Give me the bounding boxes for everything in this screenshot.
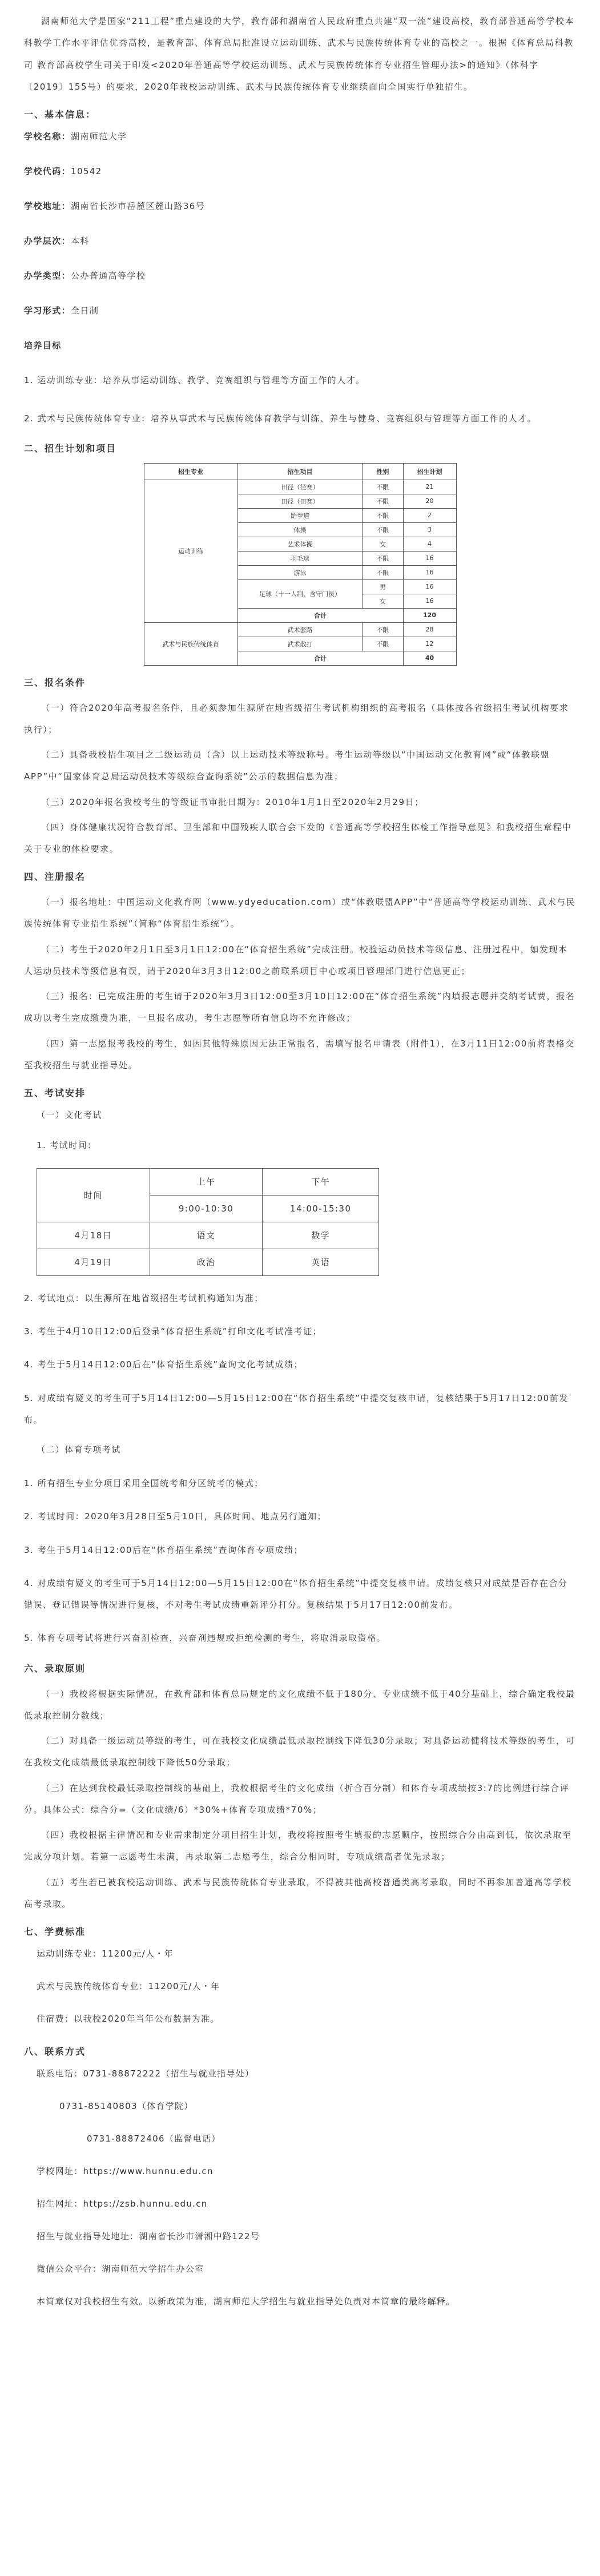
registration-2: （二）考生于2020年2月1日至3月1日12:00在“体育招生系统”完成注册。校验运动员技术等级信息、注册过程中，如发现本人运动员技术等级信息有误，请于2020年3月3日12:00之前联系项目中心或项目管理部门进行信息更正；: [24, 944, 568, 976]
school-type-line: [24, 268, 576, 284]
table-row: 武术散打 不限 12: [144, 637, 456, 651]
wechat-line: [37, 2261, 576, 2277]
sport-exam-1: 1. 所有招生专业分项目采用全国统考和分区统考的模式；: [24, 1478, 264, 1489]
contact-phone-3: 0731-88872406（监督电话）: [87, 2133, 221, 2144]
contact-phone-2: 0731-85140803（体育学院）: [59, 2100, 194, 2111]
time-column-header: 时间: [37, 1168, 150, 1222]
exam-time-label: 1. 考试时间：: [37, 1140, 97, 1150]
culture-exam-2: 2. 考试地点：以生源所在地省级招生考试机构通知为准；: [24, 1293, 264, 1303]
office-address-line: [37, 2229, 576, 2244]
school-level-label: 办学层次：: [24, 235, 71, 246]
admission-rule-4: （四）我校根据主律情况和专业需求制定分项目招生计划，我校将按照考生填报的志愿顺序，按照综合分由高到低，依次录取至完成分项计划。若第一志愿考生未满，再录取第二志愿考生，综合分相同时，专项成绩高者优先录取；: [24, 1830, 572, 1862]
table-row: 羽毛球 不限 16: [144, 551, 456, 565]
section-registration-title: 四、注册报名: [24, 871, 86, 883]
phone-value: 0731-88872222（招生与就业指导处）: [83, 2068, 255, 2079]
section-conditions-title: 三、报名条件: [24, 677, 86, 688]
admission-rule-1: （一）我校将根据实际情况，在教育部和体育总局规定的文化成绩不低于180分、专业成绩不低于40分基础上，综合确定我校最低录取控制分数线；: [24, 1688, 575, 1721]
section-plan-title: 二、招生计划和项目: [24, 443, 117, 454]
wechat-label: 微信公众平台：: [37, 2263, 102, 2274]
study-form-label: 学习形式：: [24, 305, 71, 316]
intro-paragraph: 湖南师范大学是国家“211工程”重点建设的大学，教育部和湖南省人民政府重点共建“双一流”建设高校，教育部普通高等学校本科教学工作水平评估优秀高校，是教育部、体育总局批准设立运动训练、武术与民族传统体育专业的高校之一。根据《体育总局科教司 教育部高校学生司关于印发<2020年普通高等学校运动训练、武术与民族传统体育专业招生管理办法>的通知》（体科字〔2019〕155号）的要求，2020年我校运动训练、武术与民族传统体育专业继续面向全国实行单独招生。: [24, 16, 575, 92]
section-contact-title: 八、联系方式: [24, 2046, 86, 2057]
header-item: 招生项目: [237, 463, 363, 480]
school-name-label: 学校名称：: [24, 131, 71, 142]
table-row: 足球（十一人制，含守门员） 男 16: [144, 579, 456, 594]
school-code-line: [24, 164, 576, 179]
phone-label: 联系电话：: [37, 2068, 83, 2079]
table-row: 4月19日 政治 英语: [37, 1249, 379, 1275]
registration-1: （一）报名地址：中国运动文化教育网（www.ydyeducation.com）或“体教联盟APP”中“普通高等学校运动训练、武术与民族传统体育专业招生系统”（简称“体育招生系统”）。: [24, 897, 576, 929]
section-exam-title: 五、考试安排: [24, 1088, 86, 1099]
training-goal-1: 1. 运动训练专业：培养从事运动训练、教学、竞赛组织与管理等方面工作的人才。: [24, 375, 365, 385]
table-row: 体操 不限 3: [144, 522, 456, 537]
final-statement: 本简章仅对我校招生有效。以新政策为准，湖南师范大学招生与就业指导处负责对本简章的最终解释。: [37, 2296, 456, 2307]
condition-4: （四）身体健康状况符合教育部、卫生部和中国残疾人联合会下发的《普通高等学校招生体检工作指导意见》和我校招生章程中关于专业的体检要求。: [24, 822, 572, 855]
header-quota: 招生计划: [403, 463, 456, 480]
table-row: 艺术体操 女 4: [144, 537, 456, 551]
section-basic-info-title: 一、基本信息：: [24, 109, 96, 120]
table-row: 9:00-10:30 14:00-15:30: [37, 1195, 379, 1222]
fee-sports-training: 运动训练专业：11200元/人・年: [37, 1948, 174, 1959]
culture-exam-4: 4. 考生于5月14日12:00后在“体育招生系统”查询文化考试成绩；: [24, 1359, 303, 1370]
school-website-link[interactable]: https://www.hunnu.edu.cn: [83, 2166, 214, 2176]
table-row: 武术与民族传统体育 武术套路 不限 28: [144, 622, 456, 637]
admission-website-label: 招生网址：: [37, 2198, 83, 2209]
admission-rule-3: （三）在达到我校最低录取控制线的基础上，我校根据考生的文化成绩（折合百分制）和体育专项成绩按3:7的比例进行综合评分。具体公式：综合分=（文化成绩/6）*30%+体育专项成绩*70%；: [24, 1782, 570, 1815]
wechat-value: 湖南师范大学招生办公室: [102, 2263, 204, 2274]
registration-4: （四）第一志愿报考我校的考生，如因其他特殊原因无法正常报名，需填写报名申请表（附件1），在3月11日12:00前将表格交至我校招生与就业指导处。: [24, 1038, 575, 1070]
office-address-value: 湖南省长沙市潇湘中路122号: [139, 2231, 260, 2241]
school-address-value: 湖南省长沙市岳麓区麓山路36号: [71, 200, 206, 211]
sport-exam-4: 4. 对成绩有疑义的考生可于5月14日12:00—5月15日12:00在“体育招生系统”中提交复核申请。成绩复核只对成绩是否存在合分错误、登记错误等情况进行复核，不对考生考试成绩重新评分打分。复核结果于5月17日12:00前发布。: [24, 1577, 568, 1611]
condition-1: （一）符合2020年高考报名条件，且必须参加生源所在地省级招生考试机构组织的高考报名（具体按各省级招生考试机构要求执行）；: [24, 702, 569, 735]
major-wushu: 武术与民族传统体育: [144, 622, 237, 665]
culture-exam-subtitle: （一）文化考试: [37, 1109, 102, 1120]
school-website-label: 学校网址：: [37, 2166, 83, 2176]
study-form-value: 全日制: [71, 305, 99, 316]
table-row: 4月18日 语文 数学: [37, 1222, 379, 1249]
school-level-value: 本科: [71, 235, 90, 246]
school-code-value: 10542: [71, 166, 102, 176]
school-website-line: [37, 2164, 576, 2179]
registration-3: （三）报名：已完成注册的考生请于2020年3月3日12:00至3月10日12:00在“体育招生系统”内填报志愿并交纳考试费，报名成功以考生完成缴费为准，一旦报名成功，考生志愿等所有信息均不允许修改；: [24, 991, 575, 1024]
table-total-row: 合计 120: [144, 608, 456, 622]
office-address-label: 招生与就业指导处地址：: [37, 2231, 139, 2241]
section-fees-title: 七、学费标准: [24, 1926, 86, 1938]
school-address-line: [24, 199, 576, 214]
table-row: 跆拳道 不限 2: [144, 508, 456, 522]
sport-exam-2: 2. 考试时间：2020年3月28日至5月10日，具体时间、地点另行通知；: [24, 1511, 327, 1522]
table-row: 时间 上午 下午: [37, 1168, 379, 1195]
school-name-value: 湖南师范大学: [71, 131, 127, 142]
sport-exam-subtitle: （二）体育专项考试: [37, 1444, 121, 1455]
condition-3: （三）2020年报名我校考生的等级证书审批日期为：2010年1月1日至2020年2月29日；: [41, 796, 424, 807]
table-header-row: [144, 463, 456, 480]
culture-exam-5: 5. 对成绩有疑义的考生可于5月14日12:00—5月15日12:00在“体育招生系统”中提交复核申请，复核结果于5月17日12:00前发布。: [24, 1392, 569, 1425]
table-row: 游泳 不限 16: [144, 565, 456, 579]
training-goal-2: 2. 武术与民族传统体育专业：培养从事武术与民族传统体育教学与训练、养生与健身、竞赛组织与管理等方面工作的人才。: [24, 413, 537, 424]
header-gender: 性别: [363, 463, 403, 480]
fee-wushu: 武术与民族传统体育专业：11200元/人・年: [37, 1981, 220, 1991]
sport-exam-3: 3. 考生于5月14日12:00后在“体育招生系统”查询体育专项成绩；: [24, 1544, 303, 1555]
school-type-value: 公办普通高等学校: [71, 270, 146, 281]
condition-2: （二）具备我校招生项目之二级运动员（含）以上运动技术等级称号。考生运动等级以“中国运动文化教育网”或“体教联盟APP”中“国家体育总局运动员技术等级综合查询系统”公示的数据信息为准；: [24, 750, 550, 782]
exam-schedule-table: [37, 1168, 379, 1276]
school-level-line: [24, 234, 576, 249]
table-row: 运动训练 田径（径赛） 不限 21: [144, 480, 456, 494]
fee-accommodation: 住宿费：以我校2020年当年公布数据为准。: [37, 2013, 220, 2024]
header-major: 招生专业: [144, 463, 237, 480]
school-code-label: 学校代码：: [24, 166, 71, 176]
table-row: 田径（田赛） 不限 20: [144, 494, 456, 508]
section-admission-title: 六、录取原则: [24, 1663, 86, 1674]
football-item: 足球（十一人制，含守门员）: [237, 579, 363, 608]
sport-exam-5: 5. 体育专项考试将进行兴奋剂检查，兴奋剂违规或拒绝检测的考生，将取消录取资格。: [24, 1633, 386, 1644]
school-type-label: 办学类型：: [24, 270, 71, 281]
admission-website-line: [37, 2196, 576, 2212]
school-name-line: [24, 129, 576, 144]
table-total-row: 合计 40: [144, 651, 456, 665]
contact-phone-1: [37, 2066, 576, 2082]
major-sports-training: 运动训练: [144, 480, 237, 622]
table-row: 女 16: [144, 594, 456, 608]
culture-exam-3: 3. 考生于4月10日12:00后登录“体育招生系统”打印文化考试准考证；: [24, 1326, 322, 1337]
admission-rule-2: （二）对具备一级运动员等级的考生，可在我校文化成绩最低录取控制线下降低30分录取；对具备运动健将技术等级的考生，可在我校文化成绩最低录取控制线下降低50分录取；: [24, 1736, 575, 1768]
school-address-label: 学校地址：: [24, 200, 71, 211]
admission-website-link[interactable]: https://zsb.hunnu.edu.cn: [83, 2198, 208, 2209]
training-goal-label: 培养目标: [24, 340, 62, 351]
study-form-line: [24, 303, 576, 319]
admission-rule-5: （五）考生若已被我校运动训练、武术与民族传统体育专业录取，不得被其他高校普通类高考录取，同时不再参加普通高等学校高考录取。: [24, 1877, 572, 1909]
enrollment-plan-table: [144, 463, 457, 666]
